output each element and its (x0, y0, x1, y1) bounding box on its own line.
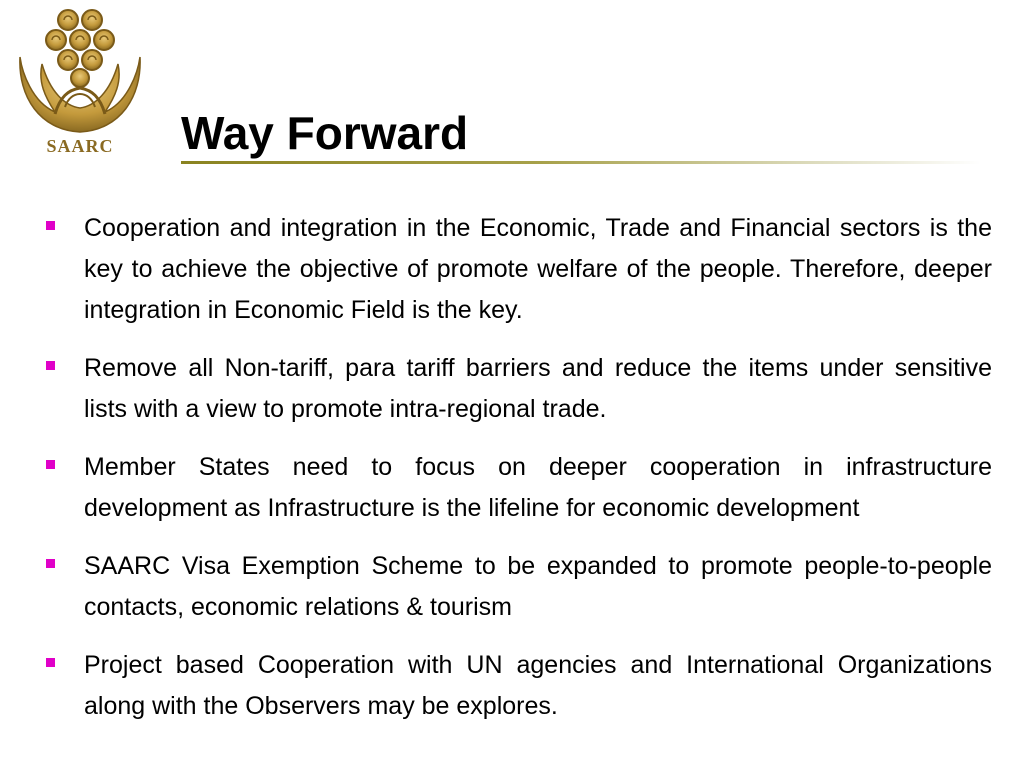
slide-title: Way Forward (181, 107, 469, 159)
title-underline (181, 161, 981, 164)
bullet-item (44, 645, 992, 727)
bullet-item (44, 348, 992, 430)
bullet-text: Member States need to focus on deeper cooperation in infrastructure development as Infrastructure is the lifeline for economic development (84, 453, 992, 522)
saarc-emblem-icon (10, 2, 150, 136)
logo-text: SAARC (46, 136, 114, 156)
bullet-list (44, 208, 992, 744)
square-bullet-icon (46, 658, 55, 667)
square-bullet-icon (46, 361, 55, 370)
bullet-item (44, 208, 992, 331)
square-bullet-icon (46, 460, 55, 469)
bullet-item (44, 447, 992, 529)
bullet-text: Project based Cooperation with UN agencies and International Organizations along with the Observers may be explores. (84, 651, 992, 720)
saarc-logo (10, 2, 150, 162)
bullet-text: SAARC Visa Exemption Scheme to be expanded to promote people-to-people contacts, economic relations & tourism (84, 552, 992, 621)
square-bullet-icon (46, 221, 55, 230)
square-bullet-icon (46, 559, 55, 568)
bullet-item (44, 546, 992, 628)
bullet-text: Cooperation and integration in the Economic, Trade and Financial sectors is the key to achieve the objective of promote welfare of the people. Therefore, deeper integration in Economic Field is the key. (84, 214, 992, 324)
bullet-text: Remove all Non-tariff, para tariff barriers and reduce the items under sensitive lists with a view to promote intra-regional trade. (84, 354, 992, 423)
